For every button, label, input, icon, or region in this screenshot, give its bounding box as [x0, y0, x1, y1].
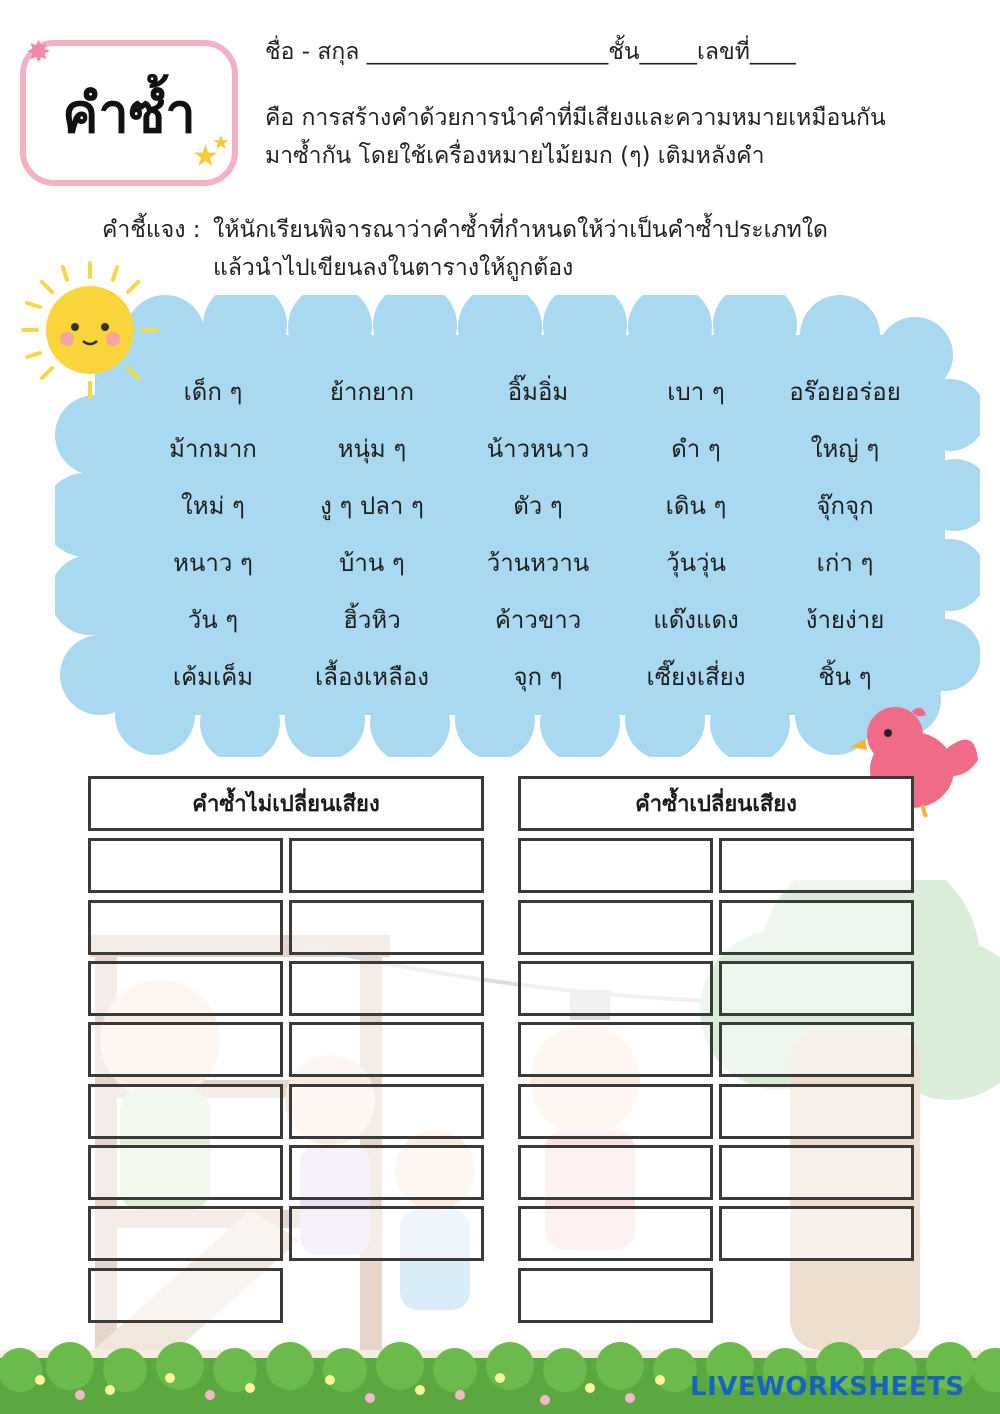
star-icon: ✸: [26, 35, 52, 70]
answer-cell[interactable]: [719, 1022, 914, 1077]
word-item[interactable]: แด๊งแดง: [653, 606, 739, 634]
word-item[interactable]: ค้าวขาว: [494, 606, 582, 634]
word-item[interactable]: หนุ่ม ๆ: [337, 435, 407, 463]
answer-cell[interactable]: [518, 900, 713, 955]
answer-cell[interactable]: [719, 1084, 914, 1139]
word-item[interactable]: วัน ๆ: [187, 606, 239, 634]
answer-cell[interactable]: [518, 961, 713, 1016]
star-icon: ★: [212, 130, 230, 154]
word-item[interactable]: อร๊อยอร่อย: [789, 378, 901, 406]
word-item[interactable]: ดำ ๆ: [671, 435, 721, 463]
answer-cell[interactable]: [719, 1206, 914, 1261]
instructions-line-1: ให้นักเรียนพิจารณาว่าคำซ้ำที่กำหนดให้ว่าเป็นคำซ้ำประเภทใด: [213, 217, 828, 243]
answer-cell[interactable]: [88, 1084, 283, 1139]
answer-cell[interactable]: [289, 900, 484, 955]
instructions-label: คำชี้แจง :: [102, 217, 201, 243]
word-item[interactable]: เซี๊ยงเสี่ยง: [646, 663, 746, 691]
definition-line-1: คือ การสร้างคำด้วยการนำคำที่มีเสียงและความหมายเหมือนกัน: [265, 105, 886, 131]
word-item[interactable]: จุก ๆ: [513, 663, 563, 691]
answer-cell[interactable]: [518, 838, 713, 893]
answer-cell[interactable]: [518, 1268, 713, 1323]
definition-line-2: มาซ้ำกัน โดยใช้เครื่องหมายไม้ยมก (ๆ) เติมหลังคำ: [265, 143, 765, 169]
answer-cell[interactable]: [88, 900, 283, 955]
name-class-number-line: ชื่อ - สกุล _____________________ชั้น_____เลขที่____: [265, 39, 796, 65]
word-item[interactable]: ชิ้น ๆ: [818, 663, 872, 691]
answer-cell[interactable]: [88, 838, 283, 893]
word-item[interactable]: น้าวหนาว: [486, 435, 590, 463]
word-item[interactable]: ย้ากยาก: [329, 378, 415, 406]
word-item[interactable]: เบา ๆ: [667, 378, 725, 406]
word-item[interactable]: ฮิ้วหิว: [343, 606, 401, 634]
answer-cell[interactable]: [518, 1084, 713, 1139]
page-title: คำซ้ำ: [62, 82, 196, 145]
word-item[interactable]: เค้มเค็ม: [172, 663, 254, 691]
word-item[interactable]: ใหม่ ๆ: [181, 492, 245, 520]
answer-cell[interactable]: [719, 961, 914, 1016]
liveworksheets-logo: LIVEWORKSHEETS: [690, 1372, 965, 1402]
word-item[interactable]: เก่า ๆ: [816, 549, 874, 577]
table-header-sound-change: คำซ้ำเปลี่ยนเสียง: [518, 776, 914, 831]
word-item[interactable]: ง้ายง่าย: [805, 606, 885, 634]
answer-cell[interactable]: [289, 961, 484, 1016]
star-icon: ★: [192, 139, 219, 174]
word-item[interactable]: อิ๊มอิ่ม: [507, 378, 569, 406]
word-item[interactable]: ว้านหวาน: [486, 549, 590, 577]
answer-cell[interactable]: [719, 900, 914, 955]
word-item[interactable]: งู ๆ ปลา ๆ: [320, 492, 424, 520]
answer-cell[interactable]: [88, 961, 283, 1016]
answer-cell[interactable]: [289, 838, 484, 893]
answer-cell[interactable]: [289, 1145, 484, 1200]
answer-cell[interactable]: [88, 1268, 283, 1323]
answer-cell[interactable]: [88, 1145, 283, 1200]
word-item[interactable]: หนาว ๆ: [173, 549, 253, 577]
answer-cell[interactable]: [289, 1084, 484, 1139]
answer-cell[interactable]: [289, 1022, 484, 1077]
answer-cell[interactable]: [88, 1022, 283, 1077]
word-item[interactable]: ใหญ่ ๆ: [810, 435, 880, 463]
word-item[interactable]: ตัว ๆ: [513, 492, 563, 520]
table-header-no-sound-change: คำซ้ำไม่เปลี่ยนเสียง: [88, 776, 484, 831]
answer-cell[interactable]: [518, 1145, 713, 1200]
word-item[interactable]: วุ้นวุ่น: [666, 549, 726, 577]
answer-cell[interactable]: [518, 1206, 713, 1261]
word-item[interactable]: จุ๊กจุก: [816, 492, 874, 520]
answer-cell[interactable]: [518, 1022, 713, 1077]
answer-cell[interactable]: [88, 1206, 283, 1261]
word-item[interactable]: บ้าน ๆ: [339, 549, 405, 577]
answer-cell[interactable]: [289, 1206, 484, 1261]
answer-cell[interactable]: [719, 838, 914, 893]
word-item[interactable]: เดิน ๆ: [665, 492, 727, 520]
word-item[interactable]: ม้ากมาก: [169, 435, 257, 463]
answer-cell[interactable]: [719, 1145, 914, 1200]
word-item[interactable]: เด็ก ๆ: [183, 378, 243, 406]
word-item[interactable]: เลื้องเหลือง: [315, 663, 429, 691]
instructions-line-2: แล้วนำไปเขียนลงในตารางให้ถูกต้อง: [213, 255, 574, 281]
